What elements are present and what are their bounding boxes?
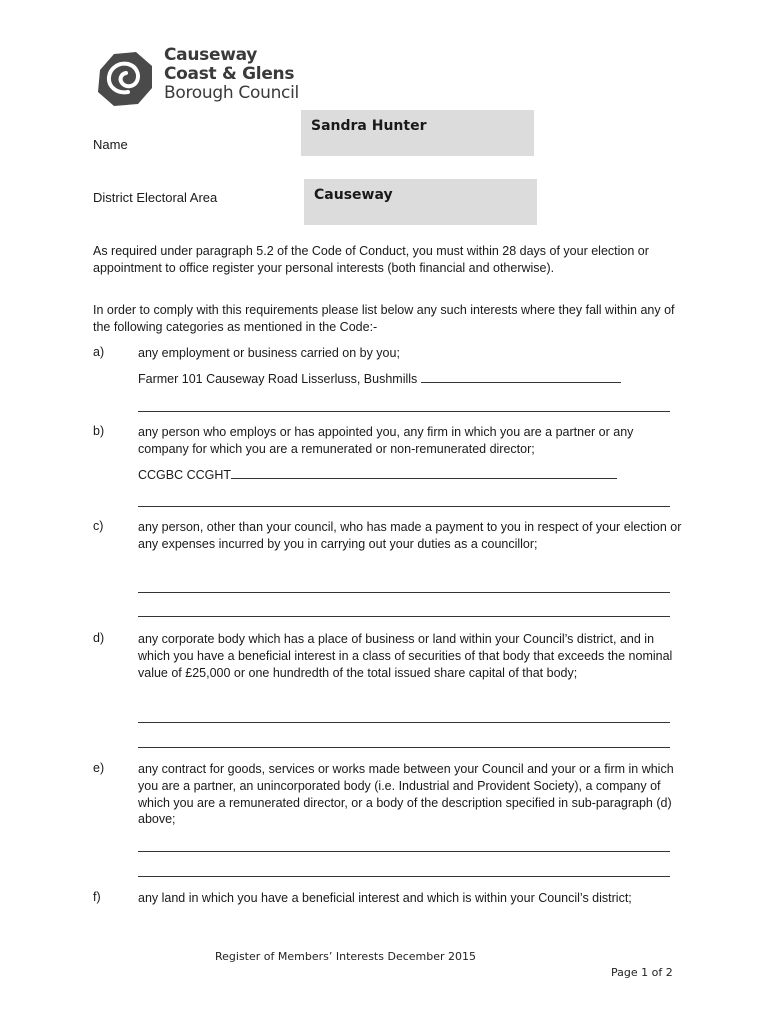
intro-paragraph-1: As required under paragraph 5.2 of the Code of Conduct, you must within 28 days of your election or appointment to office register your personal interests (both financial and otherwise).: [93, 244, 649, 275]
item-f-text: any land in which you have a beneficial interest and which is within your Council’s district;: [138, 891, 632, 905]
item-c-text: any person, other than your council, who has made a payment to you in respect of your election or any expenses incurred by you in carrying out your duties as a councillor;: [138, 520, 682, 551]
item-d-line-2[interactable]: [138, 747, 670, 748]
item-b-letter: b): [93, 424, 105, 438]
item-c-letter: c): [93, 519, 104, 533]
logo-line-3: Borough Council: [164, 83, 299, 103]
item-b-text: any person who employs or has appointed you, any firm in which you are a partner or any company for which you are a remunerated or non-remunerated director;: [138, 425, 634, 456]
item-a-letter: a): [93, 345, 105, 359]
item-a-line-1[interactable]: [138, 411, 670, 412]
council-logo: [92, 46, 322, 110]
item-b-line-1[interactable]: [138, 506, 670, 507]
item-a-text: any employment or business carried on by you;: [138, 346, 400, 360]
item-a-answer-rule: [421, 372, 621, 383]
item-d-text: any corporate body which has a place of business or land within your Council’s district, and in which you have a beneficial interest in a class of securities of that body that exceeds the nominal value of £25,000 or one hundredth of the total issued share capital of that body;: [138, 632, 673, 680]
item-c-line-2[interactable]: [138, 616, 670, 617]
item-e-line-1[interactable]: [138, 851, 670, 852]
item-e-text: any contract for goods, services or works made between your Council and your or a firm in which you are a partner, an unincorporated body (i.e. Industrial and Provident Society), a company of which you are a remunerated director, or a body of the description specified in sub-paragraph (d) above;: [138, 762, 674, 827]
logo-line-2: Coast & Glens: [164, 64, 295, 84]
item-a-answer[interactable]: [138, 372, 621, 386]
item-b-answer-text: CCGBC CCGHT: [138, 468, 232, 482]
item-b-answer[interactable]: [138, 468, 617, 482]
name-label: Name: [93, 137, 128, 152]
item-a-answer-text: Farmer 101 Causeway Road Lisserluss, Bushmills: [138, 372, 418, 386]
page-number: Page 1 of 2: [611, 966, 673, 979]
district-electoral-area-field[interactable]: Causeway: [304, 179, 537, 225]
logo-line-1: Causeway: [164, 45, 258, 65]
name-field[interactable]: Sandra Hunter: [301, 110, 534, 156]
item-e-line-2[interactable]: [138, 876, 670, 877]
intro-paragraph-2: In order to comply with this requirements please list below any such interests where they fall within any of the following categories as mentioned in the Code:-: [93, 303, 675, 334]
item-c-line-1[interactable]: [138, 592, 670, 593]
item-d-line-1[interactable]: [138, 722, 670, 723]
item-b-answer-rule: [231, 468, 617, 479]
council-swirl-icon: [92, 48, 156, 108]
item-f-letter: f): [93, 890, 101, 904]
footer-title: Register of Members’ Interests December 2015: [215, 950, 477, 963]
district-electoral-area-label: District Electoral Area: [93, 190, 218, 205]
item-d-letter: d): [93, 631, 105, 645]
item-e-letter: e): [93, 761, 105, 775]
